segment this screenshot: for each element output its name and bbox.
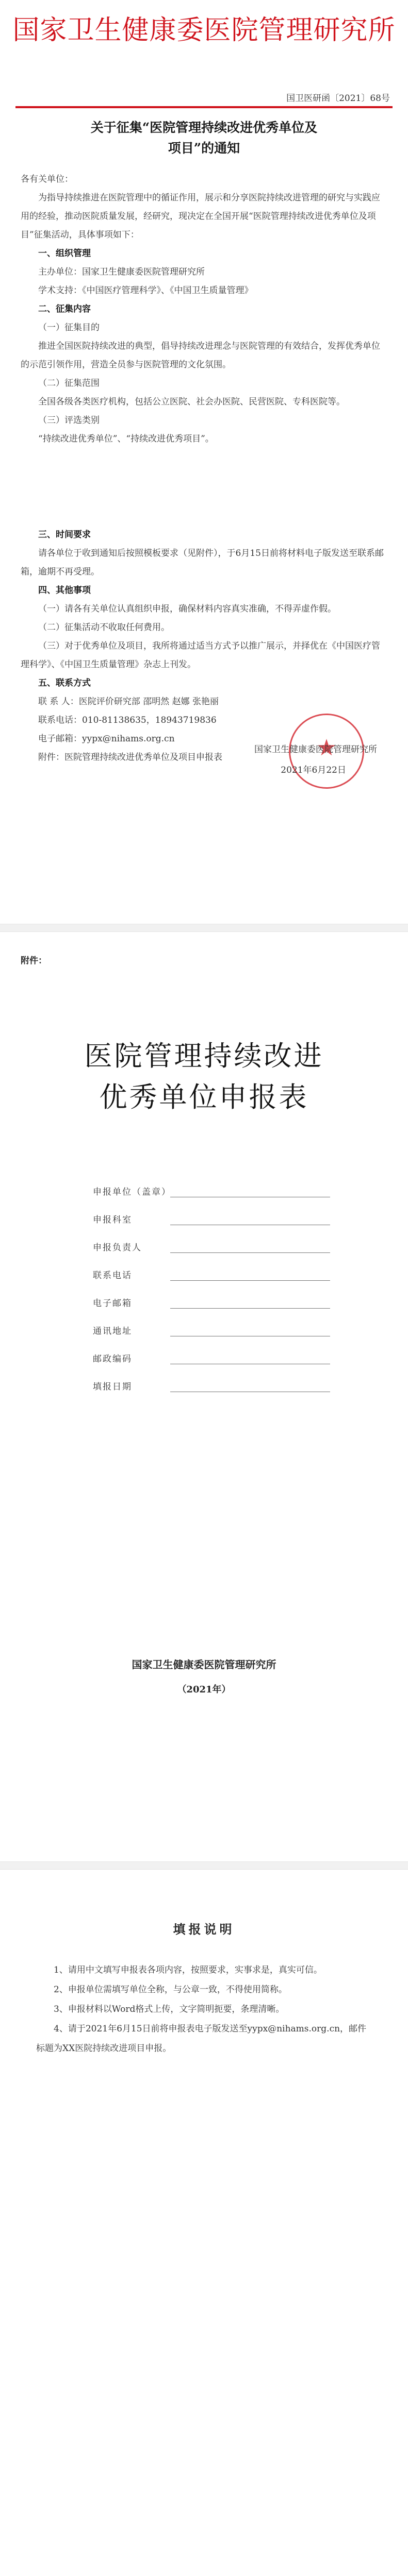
cover-field (93, 1309, 330, 1336)
section-4-1: （一）请各有关单位认真组织申报，确保材料内容真实准确，不得弄虚作假。 (38, 604, 336, 614)
section-3-text: 请各单位于收到通知后按照模板要求（见附件），于6月15日前将材料电子版发送至联系邮箱，逾期不再受理。 (21, 548, 384, 577)
field-input-line[interactable] (170, 1238, 330, 1253)
field-label: 申报单位（盖章） (93, 1187, 171, 1197)
notice-body (21, 170, 387, 767)
field-label: 邮政编码 (93, 1354, 132, 1364)
section-4-heading: 四、其他事项 (38, 585, 91, 596)
contact-person: 联 系 人：医院评价研究部 邵明然 赵娜 张艳丽 (38, 697, 219, 707)
section-1-host: 主办单位：国家卫生健康委医院管理研究所 (38, 267, 205, 277)
section-1-media: 学术支持：《中国医疗管理科学》、《中国卫生质量管理》 (38, 285, 253, 296)
cover-field (93, 1197, 330, 1225)
cover-field (93, 1364, 330, 1392)
salutation: 各有关单位： (21, 174, 73, 184)
section-2-2-heading: （二）征集范围 (38, 378, 100, 388)
page-separator (0, 924, 408, 932)
section-2-heading: 二、征集内容 (38, 304, 91, 314)
letterhead-title: 国家卫生健康委医院管理研究所 (12, 15, 396, 46)
cover-field (93, 1281, 330, 1309)
notice-title-line2: 项目”的通知 (168, 141, 240, 156)
instruction-item: 4、请于2021年6月15日前将申报表电子版发送至yypx@nihams.org.cn，邮件标题为XX医院持续改进项目申报。 (36, 2024, 367, 2054)
instructions-title: 填报说明 (173, 1922, 235, 1937)
field-input-line[interactable] (170, 1210, 330, 1225)
field-input-line[interactable] (170, 1321, 330, 1336)
instruction-item: 3、申报材料以Word格式上传，文字简明扼要，条理清晰。 (54, 2004, 285, 2014)
cover-field (93, 1253, 330, 1281)
document-number: 国卫医研函〔2021〕68号 (286, 93, 390, 104)
instructions-list (36, 1960, 372, 2058)
cover-field (93, 1170, 330, 1197)
section-1-heading: 一、组织管理 (38, 248, 91, 259)
letterhead-divider (15, 106, 393, 108)
cover-title-line2: 优秀单位申报表 (99, 1081, 309, 1113)
section-4-2: （二）征集活动不收取任何费用。 (38, 622, 170, 633)
signing-date: 2021年6月22日 (281, 765, 346, 775)
cover-page (0, 933, 408, 1860)
field-input-line[interactable] (170, 1266, 330, 1281)
notice-title (0, 117, 408, 159)
section-2-3-heading: （三）评选类别 (38, 415, 100, 426)
field-input-line[interactable] (170, 1349, 330, 1364)
section-3-heading: 三、时间要求 (38, 530, 91, 540)
page-separator (0, 1861, 408, 1870)
notice-page (0, 0, 408, 922)
cover-title (0, 1036, 408, 1118)
contact-email: 电子邮箱：yypx@nihams.org.cn (38, 734, 175, 744)
field-label: 申报科室 (93, 1215, 132, 1225)
section-2-1-text: 推进全国医院持续改进的典型，倡导持续改进理念与医院管理的有效结合，发挥优秀单位的示范引领作用，营造全员参与医院管理的文化氛围。 (21, 341, 380, 370)
cover-fields (93, 1170, 330, 1392)
field-label: 通讯地址 (93, 1326, 132, 1336)
field-input-line[interactable] (170, 1294, 330, 1309)
section-4-3: （三）对于优秀单位及项目，我所将通过适当方式予以推广展示，并择优在《中国医疗管理科学》、《中国卫生质量管理》杂志上刊发。 (21, 641, 380, 670)
field-input-line[interactable] (170, 1377, 330, 1392)
contact-phone: 联系电话：010-81138635，18943719836 (38, 715, 217, 725)
field-label: 联系电话 (93, 1270, 132, 1281)
cover-title-line1: 医院管理持续改进 (84, 1040, 324, 1072)
cover-year: （2021年） (177, 1684, 231, 1695)
instruction-item: 2、申报单位需填写单位全称，与公章一致，不得使用简称。 (54, 1985, 287, 1995)
field-label: 电子邮箱 (93, 1298, 132, 1309)
cover-field (93, 1336, 330, 1364)
signer-organization: 国家卫生健康委医院管理研究所 (254, 744, 377, 755)
intro-paragraph: 为指导持续推进在医院管理中的循证作用，展示和分享医院持续改进管理的研究与实践应用的经验，推动医院质量发展，经研究，现决定在全国开展“医院管理持续改进优秀单位及项目”征集活动，具体事项如下： (21, 193, 380, 240)
notice-title-line1: 关于征集“医院管理持续改进优秀单位及 (90, 120, 318, 135)
field-label: 填报日期 (93, 1382, 132, 1392)
cover-organization: 国家卫生健康委医院管理研究所 (132, 1658, 276, 1671)
cover-field (93, 1225, 330, 1253)
field-label: 申报负责人 (93, 1243, 142, 1253)
instructions-page (0, 1870, 408, 2576)
attachment-label: 附件： (21, 956, 47, 966)
section-2-3-text: “持续改进优秀单位”、“持续改进优秀项目”。 (38, 434, 214, 444)
instruction-item: 1、请用中文填写申报表各项内容，按照要求，实事求是，真实可信。 (54, 1965, 322, 1975)
section-2-1-heading: （一）征集目的 (38, 323, 100, 333)
field-input-line[interactable] (170, 1182, 330, 1197)
attachment-note: 附件：医院管理持续改进优秀单位及项目申报表 (38, 752, 222, 762)
section-5-heading: 五、联系方式 (38, 678, 91, 688)
section-2-2-text: 全国各级各类医疗机构，包括公立医院、社会办医院、民营医院、专科医院等。 (38, 397, 345, 407)
